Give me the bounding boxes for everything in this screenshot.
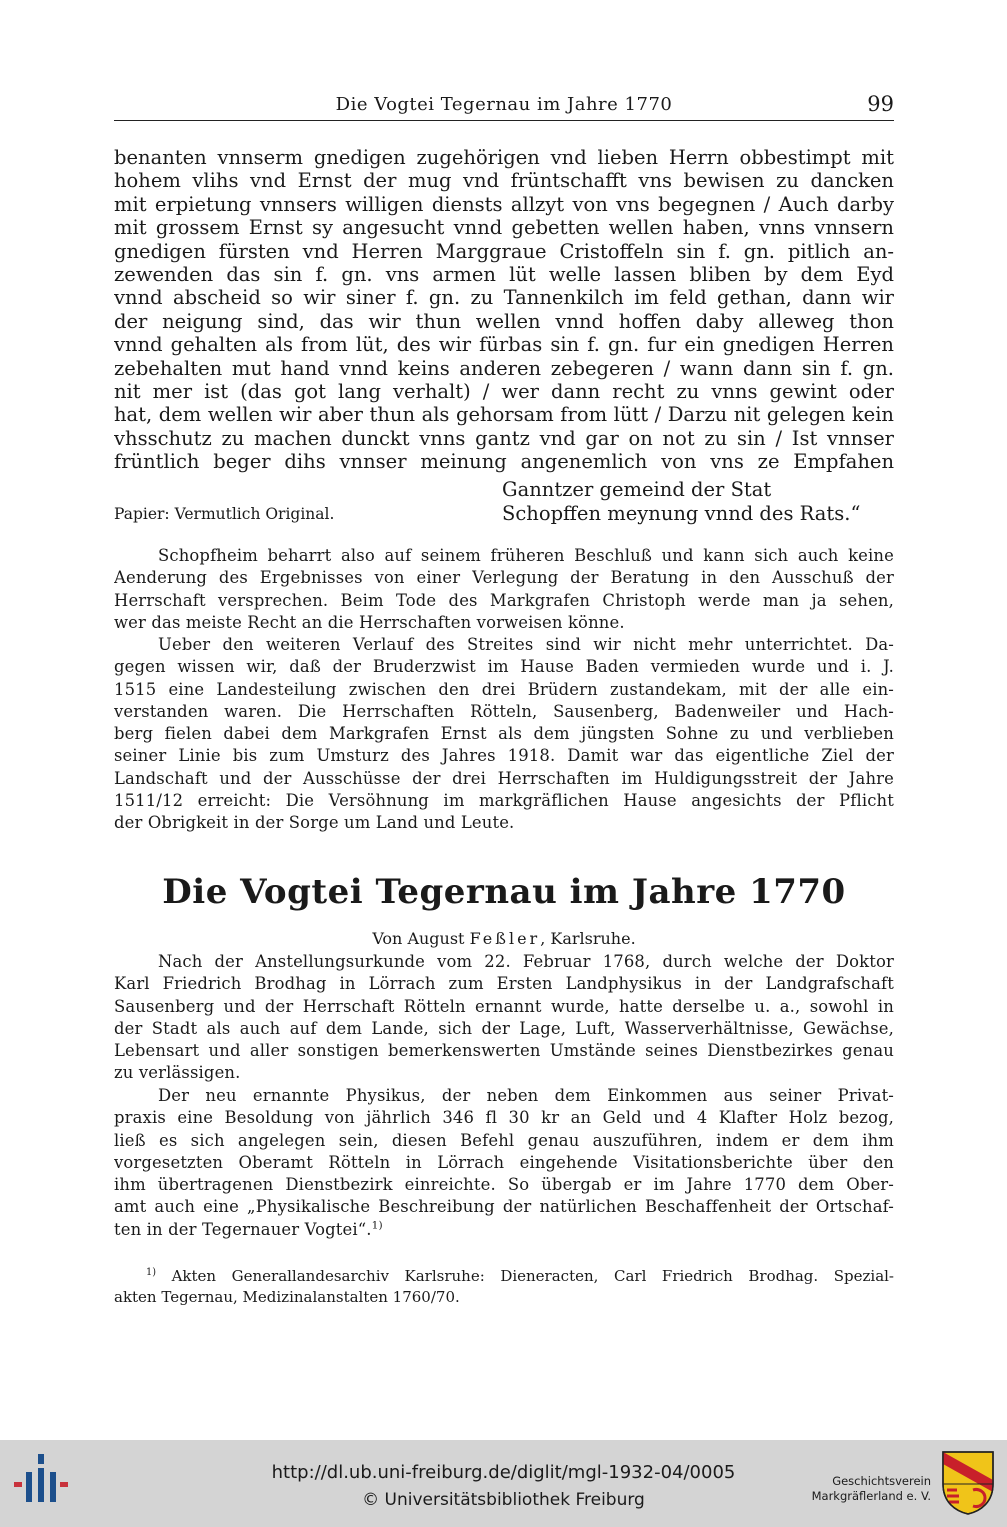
copyright-notice: © Universitätsbibliothek Freiburg <box>362 1490 645 1510</box>
footnote <box>114 1266 894 1308</box>
text-line: Karl Friedrich Brodhag in Lörrach zum Ersten Landphysikus in der Landgrafschaft <box>114 974 894 994</box>
text-line: Aenderung des Ergebnisses von einer Verlegung der Beratung in den Ausschuß der <box>114 568 894 588</box>
coat-of-arms-icon[interactable] <box>941 1450 995 1516</box>
text-line: ihm übertragenen Dienstbezirk einreichte. So übergab er im Jahre 1770 dem Ober- <box>114 1175 894 1195</box>
quote-line: gnedigen fürsten vnd Herren Marggraue Cristoffeln sin f. gn. pitlich an- <box>114 239 894 263</box>
footnote-reference[interactable]: 1) <box>371 1218 383 1232</box>
text-line: Schopfheim beharrt also auf seinem früheren Beschluß und kann sich auch keine <box>158 546 894 565</box>
quote-line: hat, dem wellen wir aber thun als gehorsam from lütt / Darzu nit gelegen kein <box>114 403 894 427</box>
text-line: Lebensart und aller sonstigen bemerkenswerten Umstände seines Dienstbezirkes genau <box>114 1041 894 1061</box>
text-line: berg fielen dabei dem Markgrafen Ernst als dem jüngsten Sohne zu und verblieben <box>114 724 894 744</box>
footnote-line <box>114 1266 894 1287</box>
body-paragraph <box>114 634 894 835</box>
quote-line: der neigung sind, das wir thun wellen vnnd hoffen daby alleweg thon <box>114 309 894 333</box>
quote-line: zebehalten mut hand vnnd keins anderen zebegeren / wann dann sin f. gn. <box>114 356 894 380</box>
text-line: ließ es sich angelegen sein, diesen Befehl genau auszuführen, indem er dem ihm <box>114 1130 894 1150</box>
article-byline <box>114 929 894 948</box>
byline-prefix: Von August <box>372 929 465 948</box>
footnote-marker: 1) <box>146 1267 157 1278</box>
text-line: wer das meiste Recht an die Herrschaften vorweisen könne. <box>114 612 625 632</box>
text-line: vorgesetzten Oberamt Rötteln in Lörrach eingehende Visitationsberichte über den <box>114 1152 894 1172</box>
footer-bar <box>0 1440 1007 1527</box>
text-line-content: ten in der Tegernauer Vogtei“. <box>114 1219 372 1239</box>
quote-line: früntlich beger dihs vnnser meinung angenemlich von vns ze Empfahen <box>114 450 894 474</box>
quoted-letter <box>114 146 894 473</box>
text-line: gegen wissen wir, daß der Bruderzwist im Hause Baden vermieden wurde und i. J. <box>114 657 894 677</box>
text-line: Landschaft und der Ausschüsse der drei Herrschaften im Huldigungsstreit der Jahre <box>114 768 894 788</box>
permalink-url[interactable]: http://dl.ub.uni-freiburg.de/diglit/mgl-1932-04/0005 <box>271 1462 736 1483</box>
running-title: Die Vogtei Tegernau im Jahre 1770 <box>335 94 673 115</box>
signature-line: Schopffen meynung vnnd des Rats.“ <box>502 501 861 525</box>
paper-note: Papier: Vermutlich Original. <box>114 505 335 523</box>
text-line: der Stadt als auch auf dem Lande, sich der Lage, Luft, Wasserverhältnisse, Gewächse, <box>114 1018 894 1038</box>
quote-line: zewenden das sin f. gn. vns armen lüt welle lassen bliben by dem Eyd <box>114 262 894 286</box>
text-line: praxis eine Besoldung von jährlich 346 fl 30 kr an Geld und 4 Klafter Holz bezog, <box>114 1108 894 1128</box>
quote-line: hohem vlihs vnd Ernst der mug vnd früntschafft vns bewisen zu dancken <box>114 169 894 193</box>
text-line <box>114 1219 894 1241</box>
text-line: zu verlässigen. <box>114 1063 241 1083</box>
body-paragraph <box>114 545 894 634</box>
byline-author: Feßler <box>469 929 541 948</box>
footnote-text: Akten Generallandesarchiv Karlsruhe: Dieneracten, Carl Friedrich Brodhag. Spezial- <box>156 1267 894 1285</box>
text-line: der Obrigkeit in der Sorge um Land und Leute. <box>114 813 515 833</box>
quote-line: vhsschutz zu machen dunckt vnns gantz vnd gar on not zu sin / Ist vnnser <box>114 426 894 450</box>
running-head <box>114 94 894 121</box>
quote-line: nit mer ist (das got lang verhalt) / wer dann recht zu vnns gewint oder <box>114 379 894 403</box>
text-line: Herrschaft versprechen. Beim Tode des Markgrafen Christoph werde man ja sehen, <box>114 590 894 610</box>
page-number: 99 <box>867 92 894 116</box>
society-name-line: Markgräflerland e. V. <box>811 1489 931 1503</box>
quote-line: vnnd gehalten als from lüt, des wir fürbas sin f. gn. fur ein gnedigen Herren <box>114 333 894 357</box>
text-line: seiner Linie bis zum Umsturz des Jahres 1918. Damit war das eigentliche Ziel der <box>114 746 894 766</box>
article-title: Die Vogtei Tegernau im Jahre 1770 <box>162 872 846 912</box>
letter-signature <box>502 478 860 525</box>
text-line: verstanden waren. Die Herrschaften Rötteln, Sausenberg, Badenweiler und Hach- <box>114 701 894 721</box>
text-line: Nach der Anstellungsurkunde vom 22. Februar 1768, durch welche der Doktor <box>158 952 894 971</box>
quote-line: mit grossem Ernst sy angesucht vnnd gebetten wellen haben, vnns vnnsern <box>114 216 894 240</box>
text-line: Der neu ernannte Physikus, der neben dem Einkommen aus seiner Privat- <box>158 1086 894 1105</box>
text-line: amt auch eine „Physikalische Beschreibung der natürlichen Beschaffenheit der Ortschaf- <box>114 1197 894 1217</box>
quote-line: benanten vnnserm gnedigen zugehörigen vnd lieben Herrn obbestimpt mit <box>114 146 894 169</box>
signature-line: Ganntzer gemeind der Stat <box>502 478 772 501</box>
byline-place: , Karlsruhe. <box>540 929 636 948</box>
quote-line: mit erpietung vnnsers willigen diensts allzyt von vns begegnen / Auch darby <box>114 192 894 216</box>
society-name <box>812 1474 931 1504</box>
body-paragraph <box>114 1085 894 1241</box>
text-line: Ueber den weiteren Verlauf des Streites sind wir nicht mehr unterrichtet. Da- <box>158 635 894 654</box>
body-paragraph <box>114 951 894 1085</box>
text-line: 1511/12 erreicht: Die Versöhnung im markgräflichen Hause angesichts der Pflicht <box>114 791 894 811</box>
quote-line: vnnd abscheid so wir siner f. gn. zu Tannenkilch im feld gethan, dann wir <box>114 286 894 310</box>
society-name-line: Geschichtsverein <box>832 1474 931 1488</box>
text-line: Sausenberg und der Herrschaft Rötteln ernannt wurde, hatte derselbe u. a., sowohl in <box>114 996 894 1016</box>
footnote-line: akten Tegernau, Medizinalanstalten 1760/70. <box>114 1288 460 1306</box>
text-line: 1515 eine Landesteilung zwischen den drei Brüdern zustandekam, mit der alle ein- <box>114 679 894 699</box>
